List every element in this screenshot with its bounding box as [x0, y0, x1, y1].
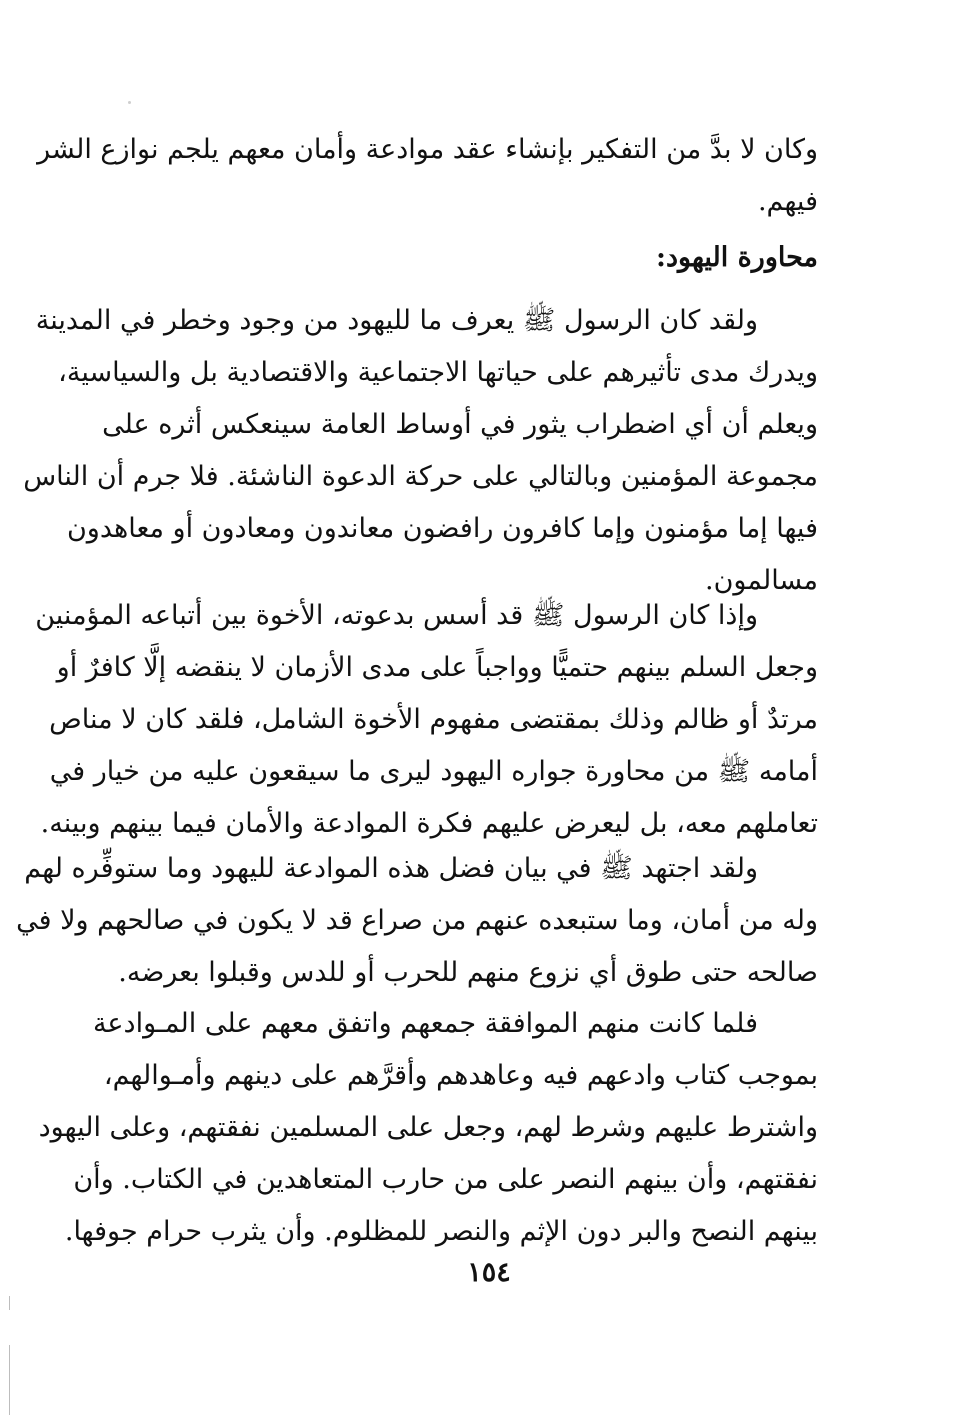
text-line: صالحه حتى طوق أي نزوع منهم للحرب أو للدس وقبلوا بعرضه. [118, 957, 818, 988]
text-line: واشترط عليهم وشرط لهم، وجعل على المسلمين نفقتهم، وعلى اليهود [38, 1112, 818, 1143]
text-line: وله من أمان، وما ستبعده عنهم من صراع قد لا يكون في صالحهم ولا في [16, 905, 818, 936]
text-line: فيها إما مؤمنون وإما كافرون رافضون معاندون ومعادون أو معاهدون [66, 513, 818, 544]
paragraph-1 [23, 295, 818, 607]
text-line: مسالمون. [705, 565, 818, 596]
intro-paragraph [37, 124, 818, 228]
text-line: وكان لا بدَّ من التفكير بإنشاء عقد موادعة وأمان معهم يلجم نوازع الشر [37, 134, 818, 165]
text-line: وإذا كان الرسول ﷺ قد أسس بدعوته، الأخوة بين أتباعه المؤمنين [35, 600, 758, 631]
text-line: أمامه ﷺ من محاورة جواره اليهود ليرى ما سيقعون عليه من خيار في [49, 756, 818, 787]
text-line: ويدرك مدى تأثيرهم على حياتها الاجتماعية والاقتصادية بل والسياسية، [58, 357, 818, 388]
paragraph-3 [16, 843, 818, 999]
text-line: نفقتهم، وأن بينهم النصر على من حارب المتعاهدين في الكتاب. وأن [73, 1164, 818, 1195]
paragraph-4 [38, 998, 818, 1258]
text-line: بينهم النصح والبر دون الإثم والنصر للمظلوم. وأن يثرب حرام جوفها. [64, 1216, 818, 1247]
text-line: فيهم. [757, 186, 818, 217]
text-line: ولقد اجتهد ﷺ في بيان فضل هذه الموادعة لليهود وما ستوفِّره لهم [24, 853, 758, 884]
text-line: تعاملهم معه، بل ليعرض عليهم فكرة الموادعة والأمان فيما بينهم وبينه. [40, 808, 818, 839]
paragraph-2 [35, 590, 818, 850]
text-line: مجموعة المؤمنين وبالتالي على حركة الدعوة الناشئة. فلا جرم أن الناس [23, 461, 818, 492]
text-line: ويعلم أن أي اضطراب يثور في أوساط العامة سينعكس أثره على [102, 409, 818, 440]
text-line: فلما كانت منهم الموافقة جمعهم واتفق معهم على المـوادعة [92, 1008, 758, 1039]
scan-edge-mark [9, 1296, 10, 1310]
scan-speck [128, 101, 131, 104]
section-heading: محاورة اليهود: [656, 242, 818, 273]
page-number: ١٥٤ [467, 1257, 511, 1288]
text-line: بموجب كتاب وادعهم فيه وعاهدهم وأقرَّهم على دينهم وأمـوالهم، [103, 1060, 818, 1091]
text-line: مرتدٌ أو ظالم وذلك بمقتضى مفهوم الأخوة الشامل، فلقد كان لا مناص [49, 704, 818, 735]
text-line: وجعل السلم بينهم حتميًّا وواجباً على مدى الأزمان لا ينقضه إلَّا كافرٌ أو [56, 652, 818, 683]
scan-edge-mark [9, 1345, 10, 1415]
text-line: ولقد كان الرسول ﷺ يعرف ما لليهود من وجود وخطر في المدينة [35, 305, 758, 336]
